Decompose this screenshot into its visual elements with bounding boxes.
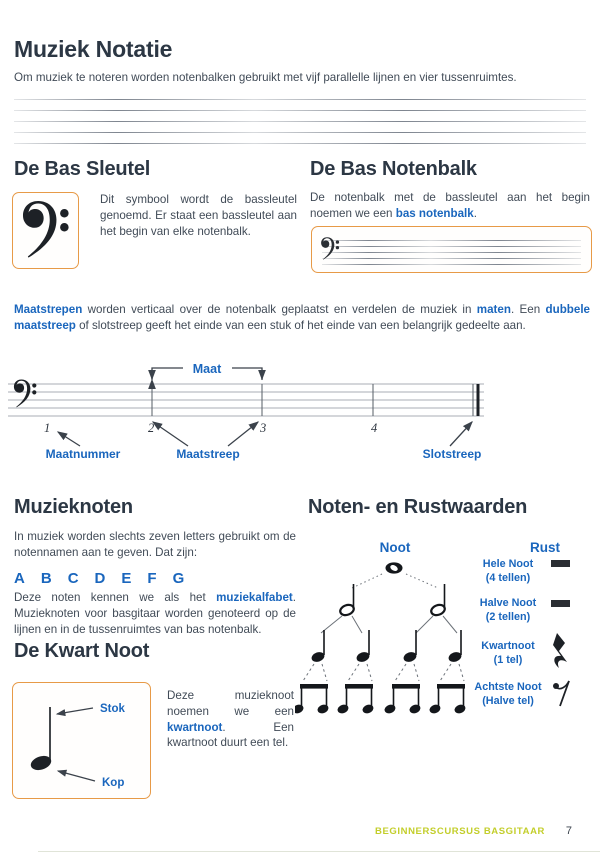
eighth-rest-icon <box>553 681 569 706</box>
hele-noot-duration: (4 tellen) <box>485 572 531 584</box>
kwartnoot-duration: (1 tel) <box>493 654 523 666</box>
muzieknoten-heading: Muzieknoten <box>14 496 133 518</box>
slotstreep-label: Slotstreep <box>422 447 482 461</box>
halve-noot-label: Halve Noot <box>479 597 537 609</box>
bas-notenbalk-term: bas notenbalk <box>395 206 474 220</box>
body-text: . Een kwartnoot duurt een tel. <box>167 720 294 750</box>
music-alphabet <box>14 570 184 587</box>
whole-note <box>386 562 403 573</box>
kwartnoot-label: Kwartnoot <box>481 640 535 652</box>
bass-clef-icon <box>318 236 342 265</box>
maten-term: maten <box>476 303 511 316</box>
maatstrepen-term: Maatstrepen <box>14 303 83 316</box>
body-text: Deze muzieknoot noemen we een <box>167 689 294 718</box>
measure-diagram <box>6 356 506 466</box>
bas-sleutel-body: Dit symbool wordt de bassleutel genoemd. Er staat een bassleutel aan het begin van elke notenbalk. <box>100 193 297 238</box>
half-note <box>339 584 446 617</box>
muziekalfabet-term: muziekalfabet <box>216 591 293 604</box>
body-text: . Een <box>510 303 546 316</box>
quarter-note-diagram <box>13 683 149 797</box>
letter-f: F <box>147 570 157 587</box>
eighth-note-pair <box>295 684 467 715</box>
quarter-note <box>310 630 463 664</box>
letter-e: E <box>121 570 132 587</box>
whole-rest-icon <box>551 560 570 567</box>
kwart-noot-box <box>12 682 151 799</box>
maat-label: Maat <box>192 362 222 376</box>
page-title: Muziek Notatie <box>14 36 173 62</box>
maatnummer-label: Maatnummer <box>45 447 121 461</box>
bas-notenbalk-heading: De Bas Notenbalk <box>310 158 477 180</box>
achtste-noot-duration: (Halve tel) <box>482 695 534 707</box>
body-text: De notenbalk met de bassleutel aan het begin noemen we een <box>310 191 590 220</box>
achtste-noot-label: Achtste Noot <box>474 681 542 693</box>
letter-a: A <box>14 570 25 587</box>
hele-noot-label: Hele Noot <box>482 558 534 570</box>
kop-label: Kop <box>102 777 125 789</box>
footer-course-title: BEGINNERSCURSUS BASGITAAR <box>374 826 545 837</box>
footer-page-number: 7 <box>565 825 572 837</box>
page-footer <box>0 826 600 842</box>
measure-number-4: 4 <box>371 421 378 435</box>
note-value-tree <box>295 538 600 733</box>
body-text: Deze noten kennen we als het <box>14 591 217 604</box>
kwart-noot-heading: De Kwart Noot <box>14 640 150 662</box>
letter-b: B <box>40 570 52 587</box>
letter-c: C <box>67 570 79 587</box>
footer-divider <box>38 851 600 852</box>
bass-clef-box <box>12 192 79 269</box>
noot-label: Noot <box>379 540 411 555</box>
bas-sleutel-heading: De Bas Sleutel <box>14 158 151 180</box>
maatstreep-label: Maatstreep <box>176 447 240 461</box>
body-text: of slotstreep geeft het einde van een stuk of het einde van een belangrijk gedeelte aan. <box>75 318 526 332</box>
dubbele-maatstreep-term: dubbele maatstreep <box>14 303 590 332</box>
muzieknoten-p1: In muziek worden slechts zeven letters gebruikt om de notennamen aan te geven. Dat zijn: <box>14 530 296 559</box>
measure-number-3: 3 <box>260 421 267 435</box>
rust-label: Rust <box>530 540 560 555</box>
measure-number-2: 2 <box>148 421 155 435</box>
letter-d: D <box>94 570 106 587</box>
bas-notenbalk-staff-box <box>311 226 592 273</box>
muzieknoten-p2 <box>14 590 296 637</box>
intro-text: Om muziek te noteren worden notenbalken gebruikt met vijf parallelle lijnen en vier tussenruimtes. <box>14 71 517 84</box>
bass-clef-icon <box>14 198 77 271</box>
bas-notenbalk-body <box>310 190 590 222</box>
quarter-rest-icon <box>553 633 567 668</box>
body-text: worden verticaal over de notenbalk geplaatst en verdelen de muziek in <box>82 303 477 316</box>
kwart-noot-body <box>167 688 294 751</box>
half-rest-icon <box>551 600 570 607</box>
maatstrepen-paragraph <box>14 302 590 334</box>
noten-rustwaarden-heading: Noten- en Rustwaarden <box>308 496 528 518</box>
halve-noot-duration: (2 tellen) <box>485 611 531 623</box>
kwartnoot-term: kwartnoot <box>167 720 223 734</box>
empty-staff <box>14 99 586 145</box>
measure-number-1: 1 <box>44 421 51 435</box>
letter-g: G <box>172 570 185 587</box>
body-text: . Muzieknoten voor basgitaar worden genoteerd op de lijnen en in de tussenruimtes van bas notenbalk. <box>14 591 296 636</box>
body-text: . <box>473 206 477 220</box>
stok-label: Stok <box>100 703 125 715</box>
staff-small <box>322 227 581 274</box>
